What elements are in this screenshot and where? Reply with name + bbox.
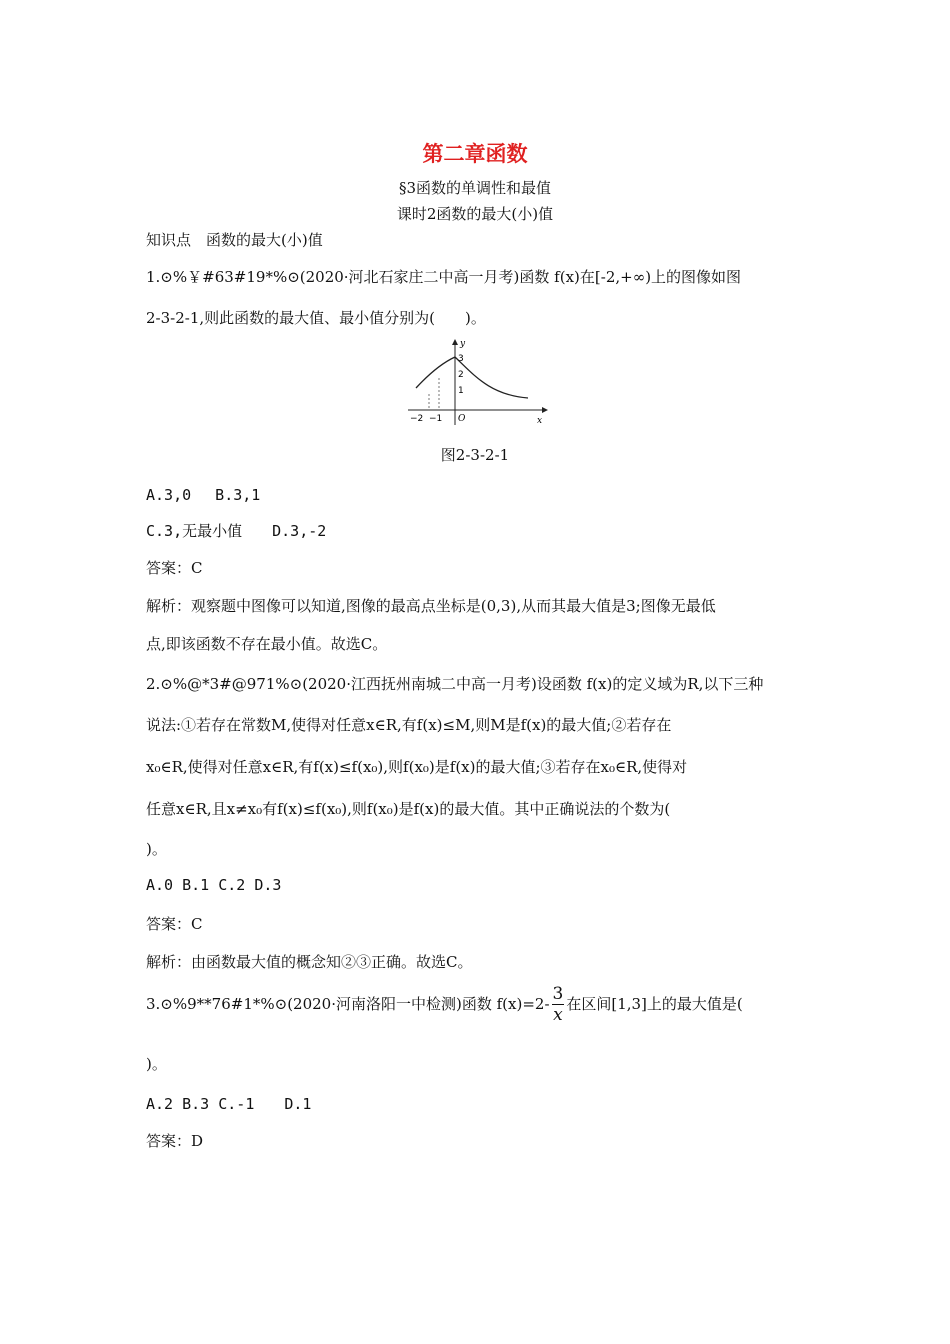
q1-stem-line-1: 1.⊙%￥#63#19*%⊙(2020·河北石家庄二中高一月考)函数 f(x)在[-2,+∞)上的图像如图 bbox=[146, 268, 742, 286]
q3-fraction-numerator: 3 bbox=[552, 984, 564, 1004]
q2-stem-line-4: 任意x∈R,且x≠x₀有f(x)≤f(x₀),则f(x₀)是f(x)的最大值。其中正确说法的个数为( bbox=[146, 800, 671, 818]
figure-caption: 图2-3-2-1 bbox=[440, 446, 510, 464]
q3-fraction-denominator: x bbox=[553, 1005, 563, 1025]
q1-options-cd: C.3,无最小值 D.3,-2 bbox=[146, 522, 327, 540]
q3-stem-prefix: 3.⊙%9**76#1*%⊙(2020·河南洛阳一中检测)函数 f(x)=2- bbox=[146, 995, 550, 1013]
q3-options: A.2 B.3 C.-1 D.1 bbox=[146, 1095, 312, 1113]
chapter-title: 第二章函数 bbox=[422, 142, 528, 166]
lesson-title: 课时2函数的最大(小)值 bbox=[396, 205, 554, 223]
q2-stem-line-2: 说法:①若存在常数M,使得对任意x∈R,有f(x)≤M,则M是f(x)的最大值;②若存在 bbox=[146, 716, 672, 734]
q1-options-ab: A.3,0 B.3,1 bbox=[146, 486, 261, 504]
q1-stem-line-2: 2-3-2-1,则此函数的最大值、最小值分别为( )。 bbox=[146, 309, 486, 327]
q3-stem-suffix: 在区间[1,3]上的最大值是( bbox=[566, 995, 743, 1013]
q1-answer: 答案：C bbox=[146, 559, 203, 577]
y-tick-3: 3 bbox=[458, 354, 464, 364]
q3-fraction bbox=[552, 986, 565, 1024]
y-tick-2: 2 bbox=[458, 370, 464, 380]
q3-stem-line-2: )。 bbox=[146, 1055, 167, 1073]
q2-options: A.0 B.1 C.2 D.3 bbox=[146, 876, 282, 894]
q2-stem-line-3: x₀∈R,使得对任意x∈R,有f(x)≤f(x₀),则f(x₀)是f(x)的最大值;③若存在x₀∈R,使得对 bbox=[146, 758, 688, 776]
origin-label: O bbox=[458, 414, 466, 424]
x-axis-label: x bbox=[537, 416, 543, 426]
q1-function-graph bbox=[404, 337, 550, 429]
q2-stem-line-5: )。 bbox=[146, 840, 167, 858]
q3-answer: 答案：D bbox=[146, 1132, 204, 1150]
x-tick-neg1: −1 bbox=[429, 414, 443, 424]
section-title: §3函数的单调性和最值 bbox=[398, 179, 552, 197]
q2-stem-line-1: 2.⊙%@*3#@971%⊙(2020·江西抚州南城二中高一月考)设函数 f(x)的定义域为R,以下三种 bbox=[146, 675, 764, 693]
q1-analysis-line-2: 点,即该函数不存在最小值。故选C。 bbox=[146, 635, 388, 653]
q2-analysis: 解析：由函数最大值的概念知②③正确。故选C。 bbox=[146, 953, 473, 971]
y-axis-label: y bbox=[460, 339, 466, 349]
x-tick-neg2: −2 bbox=[410, 414, 424, 424]
q2-answer: 答案：C bbox=[146, 915, 203, 933]
y-tick-1: 1 bbox=[458, 386, 464, 396]
q1-analysis-line-1: 解析：观察题中图像可以知道,图像的最高点坐标是(0,3),从而其最大值是3;图像无最低 bbox=[146, 597, 716, 615]
knowledge-point-heading: 知识点 函数的最大(小)值 bbox=[146, 231, 323, 249]
q3-stem-line-1 bbox=[146, 986, 743, 1024]
